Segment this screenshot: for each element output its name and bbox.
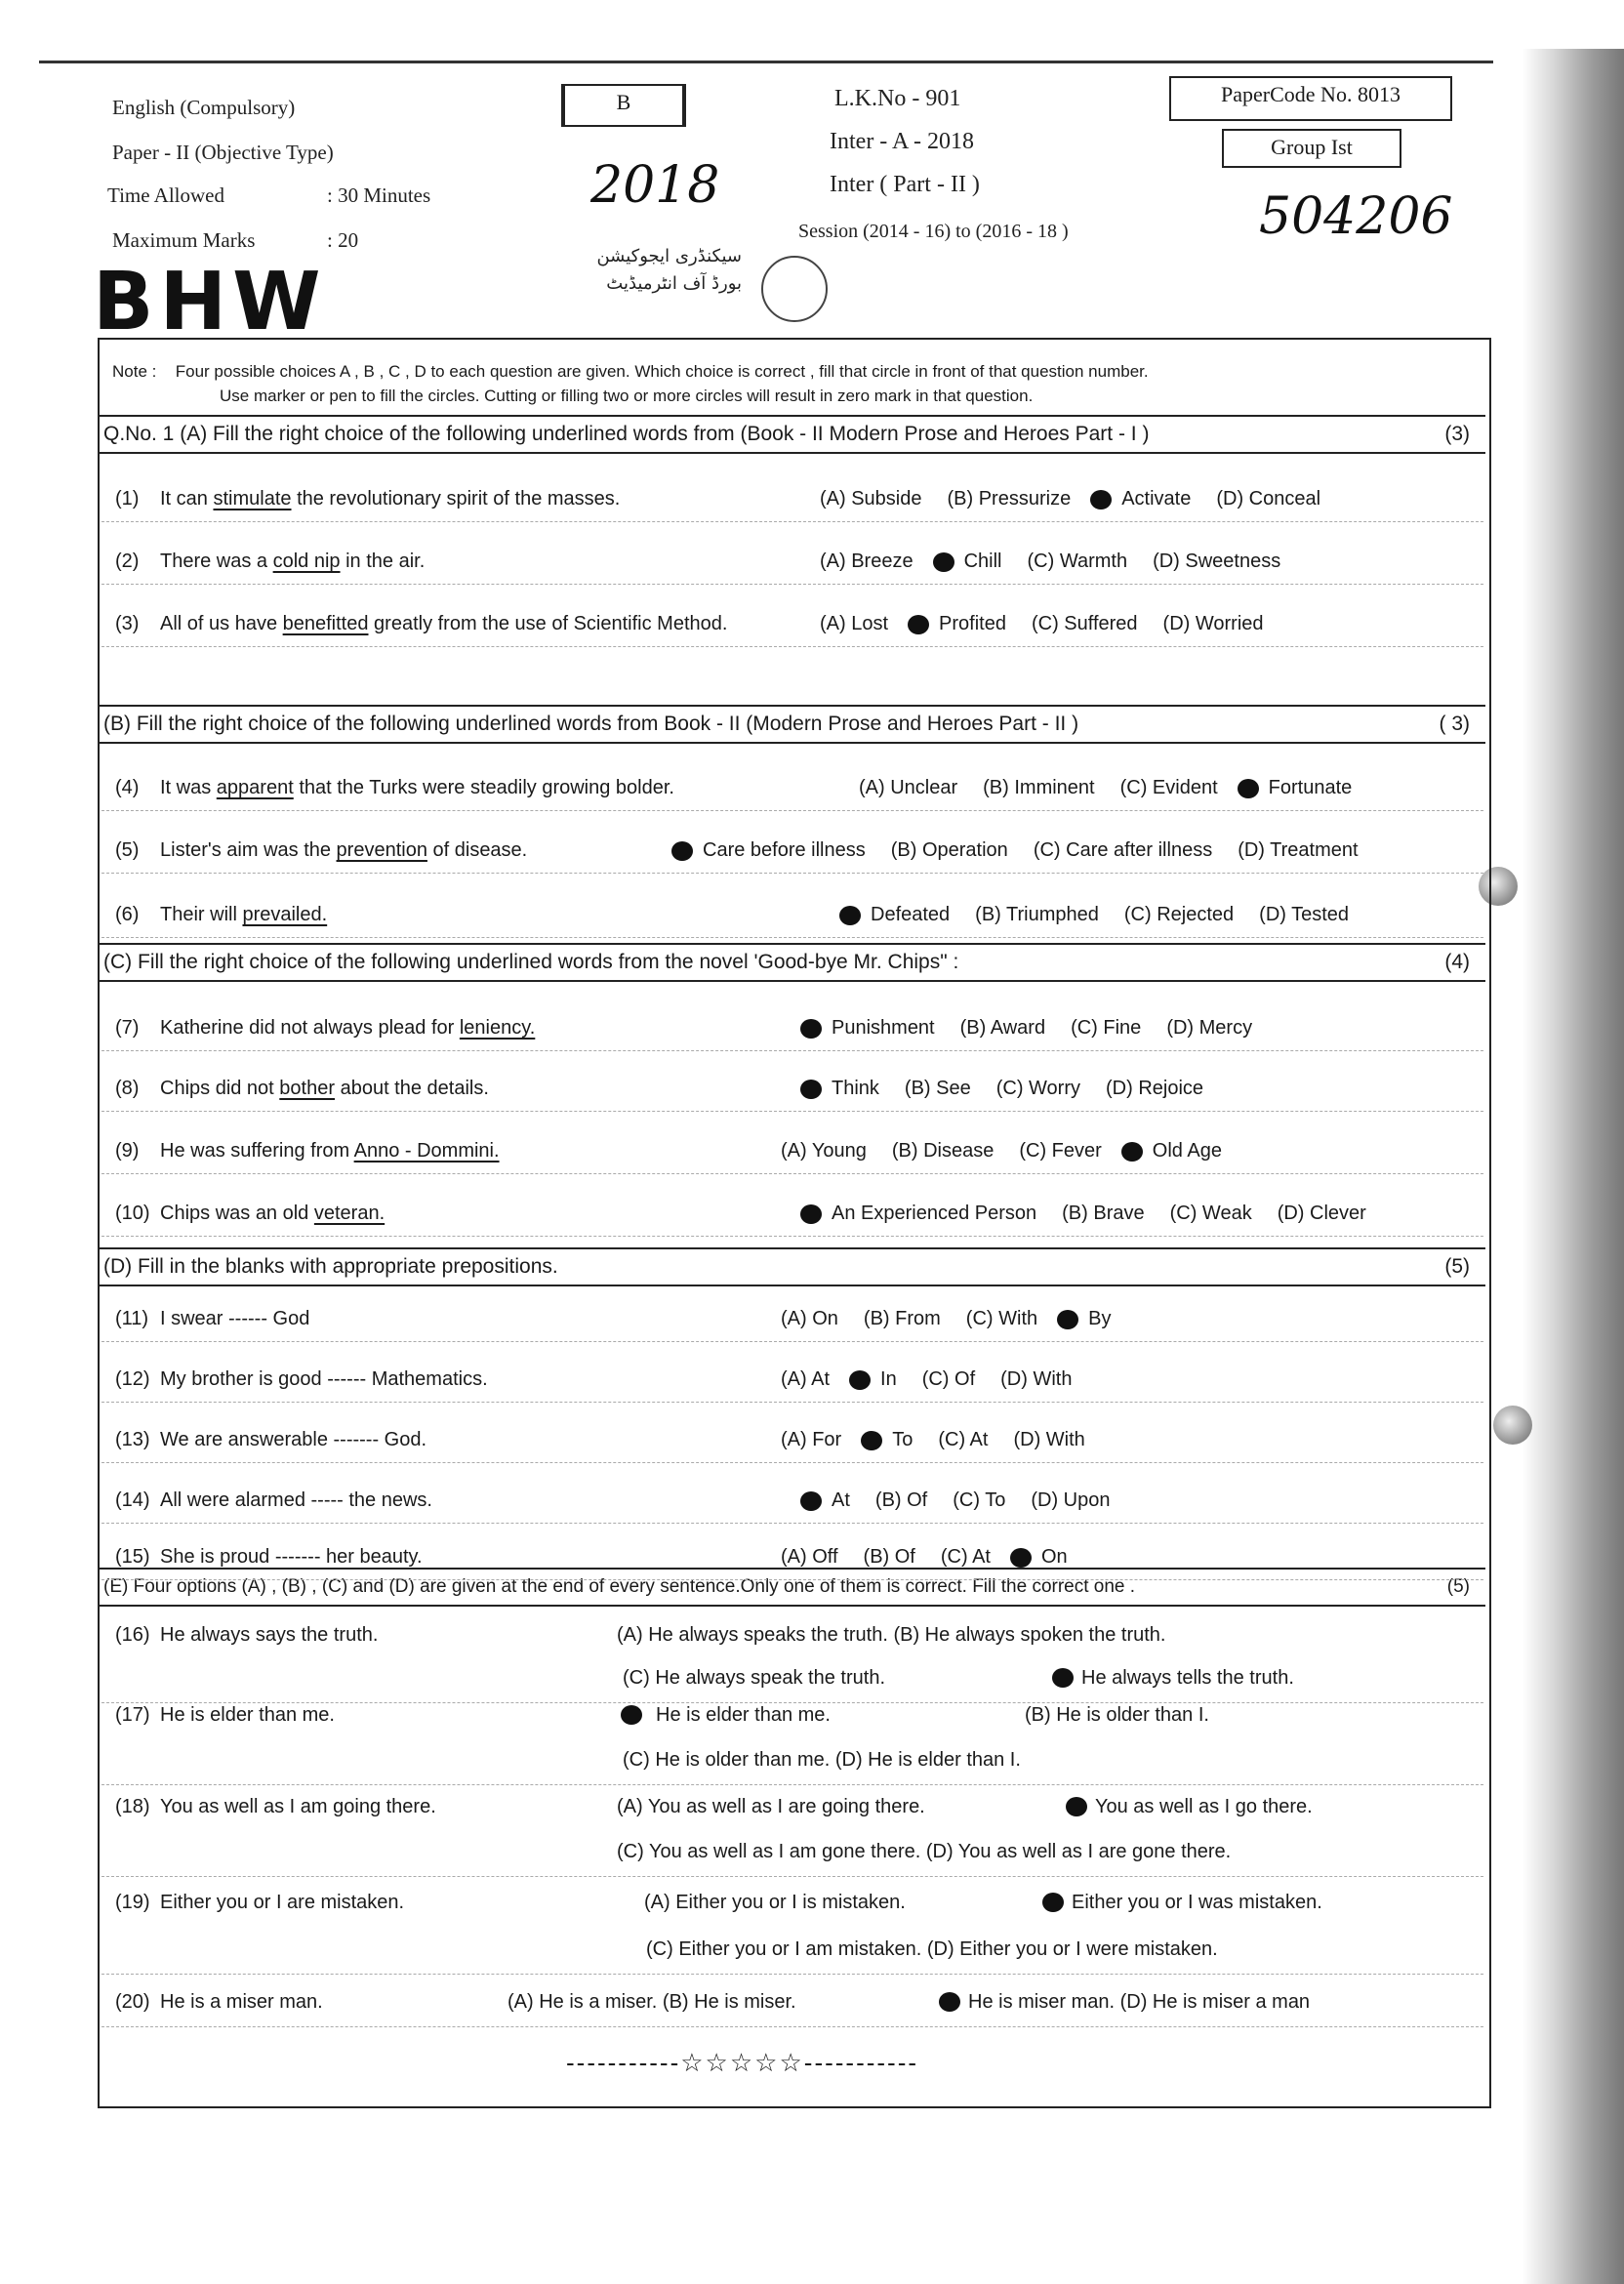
question-text — [160, 1302, 309, 1335]
section-b-header — [100, 705, 1485, 744]
option-choice[interactable]: (C) He always speak the truth. — [623, 1667, 885, 1689]
board-seal-icon — [761, 256, 828, 322]
option-choice[interactable]: You as well as I go there. — [1095, 1796, 1313, 1817]
underlined-word: benefitted — [282, 613, 369, 634]
question-number: (17) — [115, 1704, 150, 1726]
option-choice[interactable]: (C) Of — [921, 1368, 976, 1390]
urdu-stamp-line2: بورڈ آف انٹرمیڈیٹ — [606, 273, 742, 294]
urdu-stamp-line1: سیکنڈری ایجوکیشن — [596, 246, 742, 266]
question-text: You as well as I am going there. — [160, 1796, 436, 1817]
options — [820, 607, 1264, 640]
filled-bubble-icon[interactable] — [849, 1370, 871, 1390]
time-value: : 30 Minutes — [327, 184, 431, 207]
options — [781, 1011, 1252, 1044]
filled-bubble-icon[interactable] — [671, 841, 693, 861]
option-choice[interactable]: (A) Either you or I is mistaken. — [644, 1892, 906, 1913]
option-choice[interactable]: Activate — [1121, 488, 1192, 510]
time-label: Time Allowed — [107, 184, 224, 207]
question-row — [115, 545, 1482, 578]
question-pre: We are answerable ------- God. — [160, 1429, 427, 1450]
option-choice[interactable]: (C) Evident — [1119, 777, 1218, 798]
question-row — [115, 771, 1482, 804]
options — [820, 545, 1280, 578]
option-choice[interactable]: Care before illness — [703, 839, 866, 861]
option-choice[interactable]: An Experienced Person — [832, 1203, 1037, 1224]
question-row — [115, 607, 1482, 640]
option-choice[interactable]: Fortunate — [1268, 777, 1353, 798]
option-choice[interactable]: (D) Tested — [1259, 904, 1350, 925]
question-pre: All were alarmed ----- the news. — [160, 1489, 432, 1511]
options — [781, 1134, 1222, 1167]
question-number: (20) — [115, 1991, 150, 2013]
question-number: (8) — [115, 1078, 140, 1099]
question-number: (14) — [115, 1489, 150, 1511]
question-number: (7) — [115, 1017, 140, 1039]
question-pre: There was a — [160, 551, 273, 572]
dotted-rule — [102, 1173, 1483, 1174]
option-row[interactable]: (A) He always speaks the truth. (B) He always spoken the truth. — [617, 1624, 1166, 1646]
option-choice[interactable]: (B) Of — [863, 1546, 915, 1568]
option-choice[interactable]: (A) For — [781, 1429, 842, 1450]
question-text — [160, 1072, 489, 1105]
filled-bubble-icon[interactable] — [933, 552, 954, 572]
section-title: (D) Fill in the blanks with appropriate prepositions. — [103, 1255, 558, 1278]
underlined-word: Anno - Dommini. — [353, 1140, 500, 1162]
question-text — [160, 1011, 535, 1044]
exam-title: Inter - A - 2018 — [830, 129, 974, 154]
note-line2: Use marker or pen to fill the circles. Cutting or filling two or more circles will result in zero mark in that question. — [220, 387, 1034, 405]
dotted-rule — [102, 646, 1483, 647]
option-choice[interactable]: (B) Operation — [890, 839, 1008, 861]
option-choice[interactable]: (C) With — [965, 1308, 1038, 1329]
question-post: about the details. — [335, 1078, 489, 1099]
question-post: of disease. — [426, 839, 528, 861]
question-text: He always says the truth. — [160, 1624, 379, 1646]
lk-number: L.K.No - 901 — [834, 86, 961, 111]
options — [652, 834, 1359, 867]
paper-type: Paper - II (Objective Type) — [112, 141, 334, 164]
dotted-rule — [102, 2026, 1483, 2027]
option-choice[interactable]: He always tells the truth. — [1081, 1667, 1294, 1689]
question-row — [115, 1197, 1482, 1230]
underlined-word: prevailed. — [242, 904, 328, 925]
subject: English (Compulsory) — [112, 96, 296, 119]
section-d-header — [100, 1247, 1485, 1286]
dotted-rule — [102, 1050, 1483, 1051]
option-choice[interactable]: He is miser man. (D) He is miser a man — [968, 1991, 1311, 2013]
option-choice[interactable]: (C) Care after illness — [1033, 839, 1213, 861]
options — [781, 1540, 1068, 1573]
question-text — [160, 1484, 432, 1517]
filled-bubble-icon[interactable] — [839, 906, 861, 925]
dotted-rule — [102, 1402, 1483, 1403]
handwritten-year: 2018 — [590, 156, 720, 215]
option-choice[interactable]: He is elder than me. — [656, 1704, 831, 1726]
option-choice[interactable]: On — [1041, 1546, 1068, 1568]
question-number: (9) — [115, 1140, 140, 1162]
filled-bubble-icon[interactable] — [800, 1204, 822, 1224]
question-row — [115, 1134, 1482, 1167]
question-pre: Lister's aim was the — [160, 839, 337, 861]
option-choice[interactable]: (C) Worry — [995, 1078, 1080, 1099]
filled-bubble-icon[interactable] — [800, 1491, 822, 1511]
underlined-word: bother — [279, 1078, 336, 1099]
marks-value: : 20 — [327, 228, 359, 252]
option-choice[interactable]: (C) Weak — [1169, 1203, 1252, 1224]
section-a-header — [100, 415, 1485, 454]
option-choice[interactable]: In — [880, 1368, 897, 1390]
option-choice[interactable]: Profited — [939, 613, 1006, 634]
filled-bubble-icon[interactable] — [1010, 1548, 1032, 1568]
question-pre: It can — [160, 488, 214, 510]
punch-hole-icon — [1493, 1406, 1532, 1445]
question-post: the revolutionary spirit of the masses. — [291, 488, 621, 510]
question-pre: All of us have — [160, 613, 283, 634]
dotted-rule — [102, 937, 1483, 938]
option-choice[interactable]: (A) Young — [781, 1140, 867, 1162]
question-row — [115, 1484, 1482, 1517]
question-pre: Chips did not — [160, 1078, 280, 1099]
dotted-rule — [102, 1784, 1483, 1785]
option-choice[interactable]: (D) Worried — [1162, 613, 1264, 634]
question-pre: Katherine did not always plead for — [160, 1017, 460, 1039]
section-title: (E) Four options (A) , (B) , (C) and (D) are given at the end of every sentence.Only one of them is correct. Fill the correct one . — [103, 1576, 1136, 1597]
note-label: Note : — [112, 362, 157, 381]
question-text — [160, 898, 327, 931]
section-title: (C) Fill the right choice of the following underlined words from the novel 'Good-bye Mr. Chips" : — [103, 951, 959, 973]
option-choice[interactable]: (A) Subside — [820, 488, 922, 510]
dotted-rule — [102, 1876, 1483, 1877]
question-text — [160, 1134, 500, 1167]
option-choice[interactable]: Old Age — [1152, 1140, 1222, 1162]
option-choice[interactable]: (B) See — [904, 1078, 971, 1099]
option-choice[interactable]: (C) Fine — [1071, 1017, 1142, 1039]
options — [781, 1302, 1111, 1335]
question-pre: I swear ------ God — [160, 1308, 310, 1329]
question-row — [115, 1302, 1482, 1335]
question-number: (16) — [115, 1624, 150, 1646]
instructions-note — [112, 359, 1469, 408]
dotted-rule — [102, 1462, 1483, 1463]
underlined-word: stimulate — [213, 488, 292, 510]
section-marks: ( 3) — [1439, 713, 1470, 735]
question-text — [160, 834, 527, 867]
question-number: (5) — [115, 839, 140, 861]
question-number: (4) — [115, 777, 140, 798]
option-choice[interactable]: (B) Triumphed — [975, 904, 1099, 925]
option-choice[interactable]: (C) Fever — [1019, 1140, 1102, 1162]
question-number: (3) — [115, 613, 140, 634]
filled-bubble-icon[interactable] — [621, 1705, 642, 1725]
question-row — [115, 482, 1482, 515]
top-rule — [39, 61, 1493, 63]
question-text — [160, 1363, 488, 1396]
filled-bubble-icon[interactable] — [1052, 1668, 1074, 1688]
session: Session (2014 - 16) to (2016 - 18 ) — [798, 221, 1069, 242]
options — [781, 1197, 1366, 1230]
version-box: B — [561, 84, 686, 127]
option-choice[interactable]: By — [1088, 1308, 1112, 1329]
underlined-word: leniency. — [459, 1017, 536, 1039]
option-choice[interactable]: (A) Unclear — [859, 777, 958, 798]
filled-bubble-icon[interactable] — [1238, 779, 1259, 798]
option-row[interactable]: (A) He is a miser. (B) He is miser. — [508, 1991, 796, 2013]
dotted-rule — [102, 873, 1483, 874]
option-choice[interactable]: (B) Disease — [891, 1140, 995, 1162]
option-choice[interactable]: (D) Clever — [1277, 1203, 1366, 1224]
dotted-rule — [102, 1341, 1483, 1342]
options — [781, 1363, 1072, 1396]
section-marks: (5) — [1446, 1576, 1470, 1597]
question-number: (18) — [115, 1796, 150, 1817]
section-e-header — [100, 1568, 1485, 1607]
question-row — [115, 1363, 1482, 1396]
filled-bubble-icon[interactable] — [1042, 1893, 1064, 1912]
options — [820, 482, 1320, 515]
option-choice[interactable]: (B) He is older than I. — [1025, 1704, 1209, 1726]
option-choice[interactable]: (B) Of — [874, 1489, 928, 1511]
question-text — [160, 607, 727, 640]
option-choice[interactable]: (C) At — [938, 1429, 989, 1450]
filled-bubble-icon[interactable] — [1066, 1797, 1087, 1816]
option-choice[interactable]: (A) At — [781, 1368, 831, 1390]
filled-bubble-icon[interactable] — [1121, 1142, 1143, 1162]
option-choice[interactable]: (C) Warmth — [1027, 551, 1128, 572]
question-number: (10) — [115, 1203, 150, 1224]
option-choice[interactable]: (D) With — [1013, 1429, 1085, 1450]
paper-code-box: PaperCode No. 8013 — [1169, 76, 1452, 121]
footer-stars: -----------☆☆☆☆☆----------- — [566, 2048, 919, 2077]
question-pre: It was — [160, 777, 217, 798]
options — [781, 1423, 1085, 1456]
marks-label: Maximum Marks — [112, 228, 256, 252]
section-marks: (5) — [1444, 1255, 1470, 1278]
option-choice[interactable]: (A) Breeze — [820, 551, 914, 572]
option-choice[interactable]: (A) Lost — [820, 613, 889, 634]
options — [859, 771, 1352, 804]
option-choice[interactable]: (C) Rejected — [1123, 904, 1235, 925]
note-line1: Four possible choices A , B , C , D to each question are given. Which choice is correct , fill that circle in front of that question number. — [175, 362, 1149, 381]
question-text — [160, 1423, 426, 1456]
filled-bubble-icon[interactable] — [861, 1431, 882, 1450]
section-marks: (4) — [1444, 951, 1470, 973]
filled-bubble-icon[interactable] — [1090, 490, 1112, 510]
question-text — [160, 771, 674, 804]
options — [781, 1072, 1203, 1105]
question-number: (11) — [115, 1308, 149, 1329]
question-number: (2) — [115, 551, 140, 572]
filled-bubble-icon[interactable] — [800, 1019, 822, 1039]
question-text — [160, 1197, 385, 1230]
option-choice[interactable]: (D) With — [1000, 1368, 1073, 1390]
option-choice[interactable]: (C) Suffered — [1031, 613, 1138, 634]
question-number: (6) — [115, 904, 140, 925]
dotted-rule — [102, 810, 1483, 811]
option-row[interactable]: (C) You as well as I am gone there. (D) You as well as I are gone there. — [617, 1841, 1232, 1862]
part-title: Inter ( Part - II ) — [830, 172, 980, 197]
question-text — [160, 545, 425, 578]
question-text: He is elder than me. — [160, 1704, 335, 1726]
option-choice[interactable]: (C) At — [940, 1546, 991, 1568]
underlined-word: cold nip — [272, 551, 341, 572]
underlined-word: apparent — [216, 777, 294, 798]
question-post: in the air. — [340, 551, 426, 572]
question-number: (12) — [115, 1368, 150, 1390]
filled-bubble-icon[interactable] — [908, 615, 929, 634]
handwritten-bhw: BHW — [93, 256, 327, 348]
option-choice[interactable]: (B) Pressurize — [947, 488, 1072, 510]
option-choice[interactable]: Punishment — [832, 1017, 935, 1039]
options — [781, 1484, 1110, 1517]
option-choice[interactable]: At — [832, 1489, 850, 1511]
question-number: (15) — [115, 1546, 150, 1568]
question-row — [115, 834, 1482, 867]
filled-bubble-icon[interactable] — [800, 1080, 822, 1099]
group-box: Group Ist — [1222, 129, 1401, 168]
option-choice[interactable]: (D) Mercy — [1166, 1017, 1253, 1039]
question-pre: Their will — [160, 904, 243, 925]
filled-bubble-icon[interactable] — [1057, 1310, 1078, 1329]
question-post: that the Turks were steadily growing bolder. — [293, 777, 674, 798]
option-choice[interactable]: (D) Conceal — [1216, 488, 1321, 510]
option-choice[interactable]: (B) From — [863, 1308, 941, 1329]
option-choice[interactable]: (B) Brave — [1062, 1203, 1145, 1224]
option-choice[interactable]: (A) Off — [781, 1546, 838, 1568]
option-row[interactable]: (C) Either you or I am mistaken. (D) Either you or I were mistaken. — [646, 1938, 1218, 1960]
option-row[interactable]: (C) He is older than me. (D) He is elder than I. — [623, 1749, 1021, 1771]
option-choice[interactable]: (A) You as well as I are going there. — [617, 1796, 925, 1817]
underlined-word: veteran. — [313, 1203, 386, 1224]
section-title: (B) Fill the right choice of the following underlined words from Book - II (Modern Prose and Heroes Part - II ) — [103, 713, 1079, 735]
dotted-rule — [102, 584, 1483, 585]
question-row — [115, 1540, 1482, 1573]
question-row — [115, 1423, 1482, 1456]
question-row — [115, 1011, 1482, 1044]
option-choice[interactable]: (D) Treatment — [1238, 839, 1359, 861]
option-choice[interactable]: Defeated — [871, 904, 951, 925]
question-text: Either you or I are mistaken. — [160, 1892, 405, 1913]
section-title: Q.No. 1 (A) Fill the right choice of the following underlined words from (Book - II Modern Prose and Heroes Part - I ) — [103, 423, 1150, 445]
question-number: (1) — [115, 488, 140, 510]
question-text — [160, 1540, 423, 1573]
question-row — [115, 898, 1482, 931]
options — [820, 898, 1349, 931]
dotted-rule — [102, 1579, 1483, 1580]
option-choice[interactable]: Chill — [963, 551, 1002, 572]
question-number: (19) — [115, 1892, 150, 1913]
option-choice[interactable]: (A) On — [781, 1308, 838, 1329]
dotted-rule — [102, 1111, 1483, 1112]
scan-edge-shadow — [1522, 49, 1624, 2284]
question-number: (13) — [115, 1429, 150, 1450]
handwritten-number: 504206 — [1259, 187, 1453, 246]
dotted-rule — [102, 521, 1483, 522]
option-choice[interactable]: (D) Sweetness — [1153, 551, 1281, 572]
option-choice[interactable]: (C) To — [953, 1489, 1006, 1511]
option-choice[interactable]: (D) Upon — [1031, 1489, 1111, 1511]
question-text: He is a miser man. — [160, 1991, 323, 2013]
question-row — [115, 1072, 1482, 1105]
question-text — [160, 482, 620, 515]
option-choice[interactable]: Either you or I was mistaken. — [1072, 1892, 1322, 1913]
option-choice[interactable]: Think — [832, 1078, 879, 1099]
dotted-rule — [102, 1523, 1483, 1524]
section-marks: (3) — [1444, 423, 1470, 445]
option-choice[interactable]: (B) Imminent — [983, 777, 1095, 798]
question-pre: She is proud ------- her beauty. — [160, 1546, 423, 1568]
question-post: greatly from the use of Scientific Method. — [368, 613, 728, 634]
option-choice[interactable]: To — [892, 1429, 914, 1450]
question-pre: My brother is good ------ Mathematics. — [160, 1368, 488, 1390]
dotted-rule — [102, 1236, 1483, 1237]
filled-bubble-icon[interactable] — [939, 1992, 960, 2012]
option-choice[interactable]: (D) Rejoice — [1106, 1078, 1204, 1099]
question-pre: Chips was an old — [160, 1203, 314, 1224]
section-c-header — [100, 943, 1485, 982]
underlined-word: prevention — [336, 839, 427, 861]
option-choice[interactable]: (B) Award — [959, 1017, 1046, 1039]
dotted-rule — [102, 1974, 1483, 1975]
question-pre: He was suffering from — [160, 1140, 354, 1162]
